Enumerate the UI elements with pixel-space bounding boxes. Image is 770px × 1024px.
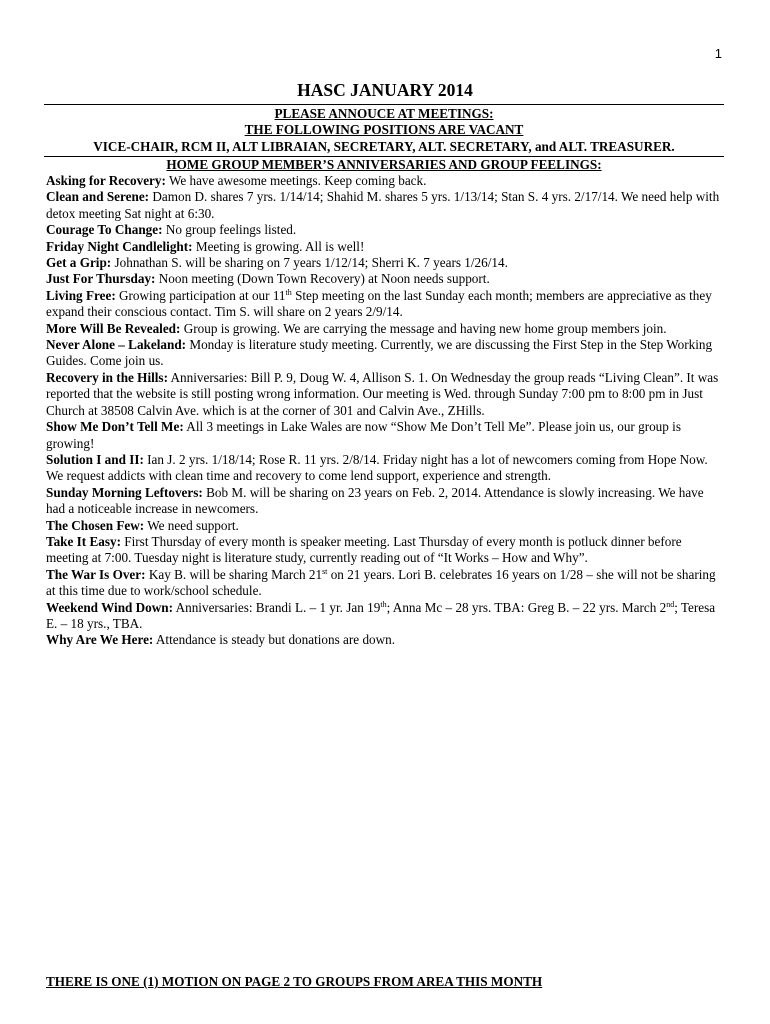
group-entry	[46, 567, 722, 600]
group-entry	[46, 485, 722, 518]
group-text: We have awesome meetings. Keep coming back.	[165, 173, 427, 188]
title-divider	[44, 104, 724, 105]
group-entry	[46, 518, 722, 534]
group-text: Noon meeting (Down Town Recovery) at Noon needs support.	[155, 271, 490, 287]
group-name: Solution I and II:	[46, 451, 144, 467]
group-entry	[46, 321, 722, 337]
group-name: Just For Thursday:	[46, 271, 156, 287]
group-entry	[46, 370, 722, 419]
group-entry	[46, 600, 722, 633]
group-name: Get a Grip:	[46, 255, 112, 271]
group-name: Living Free:	[46, 287, 116, 303]
group-entry	[46, 337, 722, 370]
group-text-cont: on 21 years. Lori B. celebrates 16 years on 1/28 – she will not be sharing at this time due to work/school schedule.	[46, 566, 716, 599]
group-entry	[46, 189, 722, 222]
group-entry	[46, 271, 722, 287]
group-entry	[46, 173, 722, 189]
group-entry	[46, 255, 722, 271]
group-name: The Chosen Few:	[46, 517, 145, 533]
announcement-line-2: THE FOLLOWING POSITIONS ARE VACANT	[244, 122, 524, 138]
group-text: We need support.	[144, 517, 239, 533]
group-name: Friday Night Candlelight:	[46, 238, 193, 254]
group-name: Recovery in the Hills:	[46, 369, 168, 385]
group-text: All 3 meetings in Lake Wales are now “Show Me Don’t Tell Me”. Please join us, our group is growing!	[46, 419, 681, 451]
group-entry	[46, 632, 722, 648]
group-text: Group is growing. We are carrying the message and having new home group members join.	[180, 320, 667, 336]
group-text: Ian J. 2 yrs. 1/18/14; Rose R. 11 yrs. 2/8/14. Friday night has a lot of newcomers coming from Hope Now. We request addicts with clean time and recovery to come lend support, experience and strength.	[46, 451, 708, 484]
group-name: Why Are We Here:	[46, 632, 154, 648]
group-name: Sunday Morning Leftovers:	[46, 484, 203, 500]
group-name: Take It Easy:	[46, 533, 121, 549]
group-text: Anniversaries: Bill P. 9, Doug W. 4, Allison S. 1. On Wednesday the group reads “Living Clean”. It was reported that the website is still posting wrong information. Our meeting is Wed. through Sunday 7:00 pm to 8:00 pm in Just Church at 38508 Calvin Ave. which is at the corner of 301 and Calvin Ave., ZHills.	[46, 369, 719, 418]
group-name: Clean and Serene:	[46, 189, 150, 205]
group-entry	[46, 239, 722, 255]
group-entry	[46, 419, 722, 452]
group-text: Damon D. shares 7 yrs. 1/14/14; Shahid M. shares 5 yrs. 1/13/14; Stan S. 4 yrs. 2/17/14. We need help with detox meeting Sat night at 6:30.	[46, 189, 720, 221]
group-entry	[46, 534, 722, 567]
group-text: First Thursday of every month is speaker meeting. Last Thursday of every month is potluck dinner before meeting at 7:00. Tuesday night is literature study, currently reading out of “It Works – How and Why”.	[46, 533, 682, 566]
announcement-block	[44, 106, 724, 155]
group-text: Anniversaries: Brandi L. – 1 yr. Jan 19	[173, 599, 381, 615]
vacant-positions: VICE-CHAIR, RCM II, ALT LIBRAIAN, SECRETARY, ALT. SECRETARY, and ALT. TREASURER.	[93, 138, 675, 154]
ordinal-suffix: st	[322, 566, 328, 576]
group-name: Never Alone – Lakeland:	[46, 337, 187, 353]
group-text: Growing participation at our 11	[115, 287, 286, 303]
ordinal-suffix: th	[285, 287, 292, 297]
group-text-cont: ; Anna Mc – 28 yrs. TBA: Greg B. – 22 yrs. March 2	[386, 599, 667, 615]
page-number: 1	[714, 46, 722, 61]
group-name: Asking for Recovery:	[46, 173, 166, 188]
group-text: Kay B. will be sharing March 21	[145, 566, 323, 582]
motion-notice: THERE IS ONE (1) MOTION ON PAGE 2 TO GROUPS FROM AREA THIS MONTH	[46, 974, 543, 989]
group-entry	[46, 222, 722, 238]
ordinal-suffix: th	[380, 599, 387, 609]
group-name: Show Me Don’t Tell Me:	[46, 419, 184, 435]
group-text-cont: ; Teresa E. – 18 yrs., TBA.	[46, 599, 716, 631]
group-text: Meeting is growing. All is well!	[192, 238, 365, 254]
section-heading: HOME GROUP MEMBER’S ANNIVERSARIES AND GROUP FEELINGS:	[166, 157, 602, 172]
group-name: The War Is Over:	[46, 566, 146, 582]
group-name: More Will Be Revealed:	[46, 320, 181, 336]
group-name: Weekend Wind Down:	[46, 599, 174, 615]
group-text: Johnathan S. will be sharing on 7 years 1/12/14; Sherri K. 7 years 1/26/14.	[111, 255, 508, 271]
group-text: Attendance is steady but donations are down.	[153, 632, 396, 648]
group-name: Courage To Change:	[46, 222, 163, 238]
page-title: HASC JANUARY 2014	[297, 80, 473, 100]
announcement-line-1: PLEASE ANNOUCE AT MEETINGS:	[274, 106, 494, 121]
group-text-cont: Step meeting on the last Sunday each month; members are appreciative as they expand their conscious contact. Tim S. will share on 2 years 2/9/14.	[46, 287, 712, 320]
group-entry	[46, 452, 722, 485]
group-text: No group feelings listed.	[162, 222, 297, 238]
ordinal-suffix: nd	[666, 599, 675, 609]
group-entry	[46, 288, 722, 321]
group-text: Bob M. will be sharing on 23 years on Feb. 2, 2014. Attendance is slowly increasing. We have had a noticeable increase in newcomers.	[46, 484, 704, 517]
group-entries	[46, 173, 722, 649]
group-text: Monday is literature study meeting. Currently, we are discussing the First Step in the Step Working Guides. Come join us.	[46, 337, 713, 369]
